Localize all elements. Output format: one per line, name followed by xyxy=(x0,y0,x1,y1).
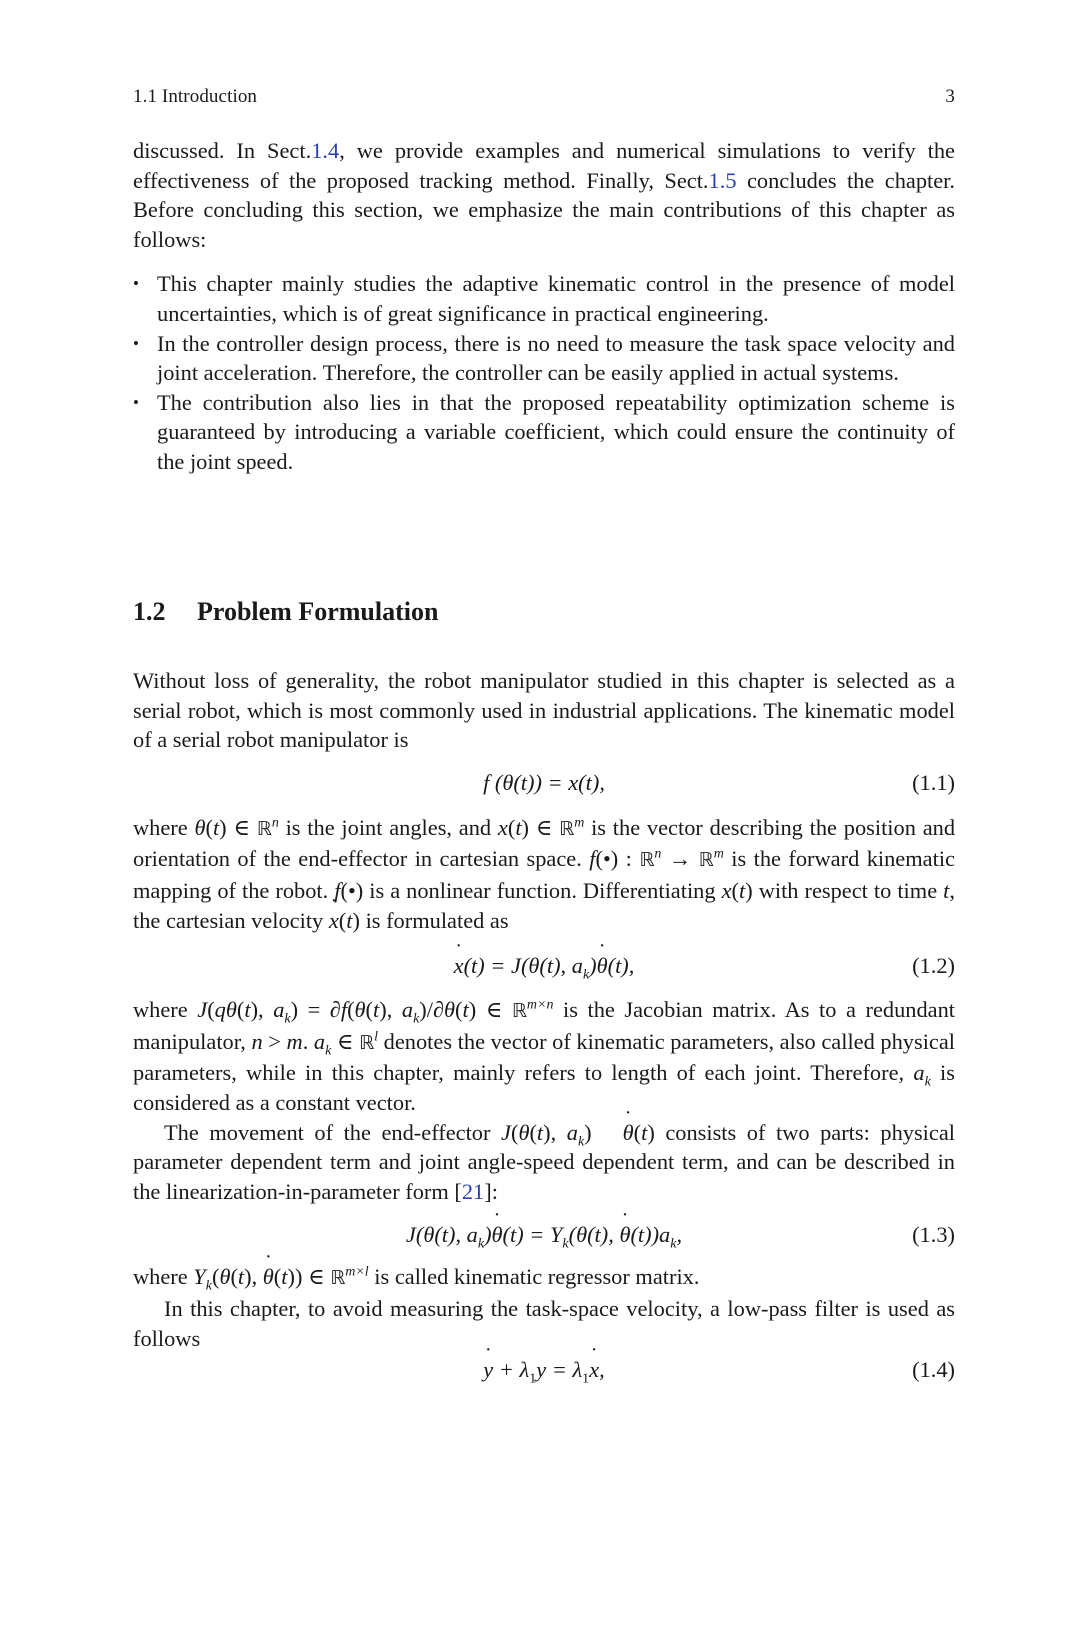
problem-paragraph-1: Without loss of generality, the robot manipulator studied in this chapter is selected as a serial robot, which is most commonly used in industrial applications. The kinematic model of a serial robot manipulator is xyxy=(133,668,955,753)
text-formulated-as: is formulated as xyxy=(359,907,509,933)
text-where: where xyxy=(133,1264,194,1290)
text-two-parts: consists of two parts: physical parameter dependent term and joint angle-speed dependent term, and can be described in the linearization-in-parameter form [ xyxy=(133,1119,955,1204)
sect-1-5-link[interactable]: 1.5 xyxy=(708,167,737,193)
list-item-text: The contribution also lies in that the proposed repeatability optimization scheme is guaranteed by introducing a variable coefficient, which could ensure the continuity of the joint speed. xyxy=(157,389,955,474)
intro-text-2: , we provide examples and numerical simulations to verify the effectiveness of the proposed tracking method. Finally, Sect. xyxy=(133,138,955,193)
text-nonlinear: is a nonlinear function. Differentiating xyxy=(363,877,722,903)
problem-paragraph-6: In this chapter, to avoid measuring the task-space velocity, a low-pass filter is used as follows xyxy=(133,1295,955,1351)
contributions-list xyxy=(133,269,955,476)
problem-block xyxy=(133,666,955,1387)
problem-paragraph-5: where $Y_k(\theta(t)$, θ ˙(t)) ∈ ℝ$^{m\times l}$ is called kinematic regressor matrix. xyxy=(133,1262,955,1294)
list-item xyxy=(133,329,955,388)
text-jacobian: is the Jacobian matrix. As to a redundant manipulator, xyxy=(133,997,956,1054)
running-head-section: 1.1 Introduction xyxy=(133,86,258,107)
problem-paragraph-3: where J(qθ(t), $a_k) = \partial f(\theta(t)$, $a_k)/\partial\theta(t)$ ∈ ℝ$^{m\times n}$ is the Jacobian matrix. As to a redundant manipulator, n > m. $a_k$ ∈ ℝ$^l$ denotes the vector of kinematic parameters, also called physical parameters, while in this chapter, mainly refers to length of each joint. Therefore, $a_k$ is considered as a constant vector. xyxy=(133,997,956,1115)
equation-1-1-number: (1.1) xyxy=(912,769,955,795)
text-respect-time: with respect to time xyxy=(752,877,944,903)
section-heading xyxy=(133,597,438,627)
reference-21-link[interactable]: 21 xyxy=(461,1178,485,1204)
text-constant-vector: is considered as a constant vector. xyxy=(133,1060,955,1115)
intro-block xyxy=(133,136,955,477)
bullet-icon: • xyxy=(133,274,139,294)
sect-1-4-link[interactable]: 1.4 xyxy=(311,138,340,163)
text-forward-mapping: is the forward kinematic mapping of the robot. xyxy=(133,846,955,903)
problem-paragraph-4: The movement of the end-effector J(θ(t), $a_k$) θ ˙(t) consists of two parts: physical parameter dependent term and joint angle-speed dependent term, and can be described in the linearization-in-parameter form [21]: xyxy=(133,1118,955,1207)
text-kinematic-params: denotes the vector of kinematic parameters, also called physical parameters, while in this chapter, mainly refers to length of each joint. Therefore, xyxy=(133,1028,956,1086)
equation-1-1-expression: f (θ(t)) = x(t), xyxy=(483,769,605,795)
text-movement: The movement of the end-effector xyxy=(164,1119,502,1145)
list-item-text: This chapter mainly studies the adaptive kinematic control in the presence of model uncertainties, which is of great significance in practical engineering. xyxy=(157,271,955,326)
equation-1-3 xyxy=(133,1220,955,1252)
equation-1-4 xyxy=(133,1355,955,1387)
bullet-icon: • xyxy=(133,392,139,412)
text-regressor: is called kinematic regressor matrix. xyxy=(368,1264,700,1290)
list-item xyxy=(133,269,955,328)
section-title: Problem Formulation xyxy=(197,597,439,626)
intro-paragraph xyxy=(133,136,955,254)
bullet-icon: • xyxy=(133,333,139,353)
list-item-text: In the controller design process, there is no need to measure the task space velocity and joint acceleration. Therefore, the controller can be easily applied in actual systems. xyxy=(157,330,955,386)
list-item xyxy=(133,388,955,477)
intro-text-1: discussed. In Sect. xyxy=(133,138,312,163)
equation-1-2-number: (1.2) xyxy=(912,953,955,979)
equation-1-3-expression: J(θ(t), $a_k)\theta$ ˙(t) = $Y_k(\theta(t)$, θ $˙(t))a_k$, xyxy=(133,1220,955,1250)
problem-paragraph-2: where θ(t) ∈ ℝ$^n$ is the joint angles, and x(t) ∈ ℝ$^m$ is the vector describing the position and orientation of the end-effector in cartesian space. f(•) : ℝ$^n$ → ℝ$^m$ is the forward kinematic mapping of the robot. f(•) is a nonlinear function. Differentiating x(t) with respect to time t, the cartesian velocity x ˙(t) is formulated as xyxy=(133,813,955,935)
text-colon: ]: xyxy=(484,1178,498,1204)
text-cartesian-velocity: , the cartesian velocity xyxy=(133,877,955,933)
text-where: where xyxy=(133,997,198,1023)
text-joint-angles: is the joint angles, and xyxy=(278,814,498,840)
equation-1-2-expression: x ˙(t) = J(θ(t), $a_k)\theta$ ˙(t), xyxy=(133,951,955,981)
section-number: 1.2 xyxy=(133,597,166,626)
intro-text-3: concludes the chapter. Before concluding this section, we emphasize the main contributions of this chapter as follows: xyxy=(133,167,955,252)
text-vector-describing: is the vector describing the position and orientation of the end-effector in cartesian space. xyxy=(133,814,956,872)
page-number: 3 xyxy=(945,86,955,107)
equation-1-4-expression: y ˙ + $\lambda_1y = \lambda_1x$ ˙, xyxy=(133,1355,955,1385)
equation-1-1 xyxy=(133,768,955,800)
equation-1-4-number: (1.4) xyxy=(912,1357,955,1383)
equation-1-3-number: (1.3) xyxy=(912,1222,955,1248)
running-head xyxy=(133,86,955,108)
text-where: where xyxy=(133,814,195,840)
equation-1-2 xyxy=(133,951,955,983)
